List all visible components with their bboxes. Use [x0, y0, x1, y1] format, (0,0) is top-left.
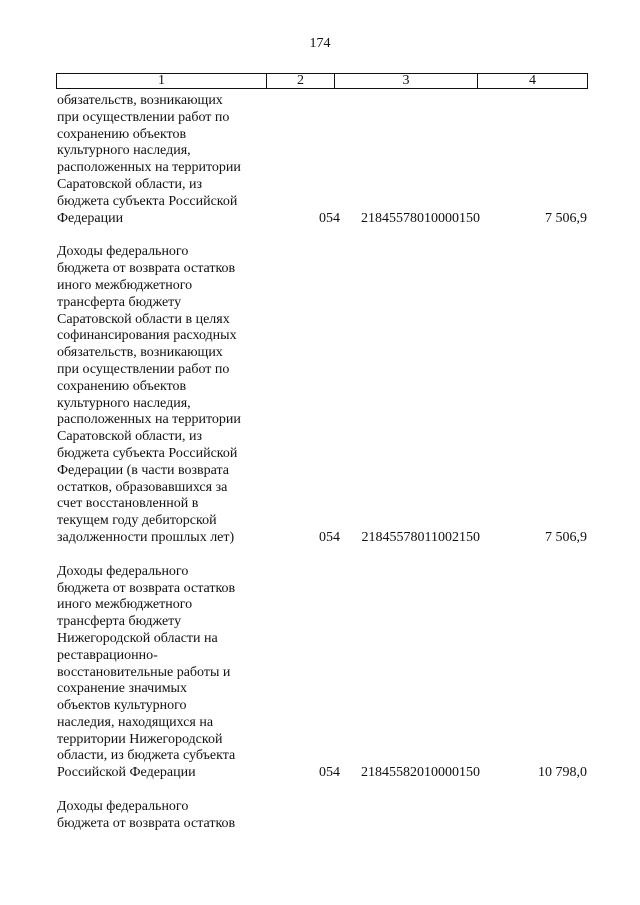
row-admin-code: 054 [319, 210, 340, 226]
row-description: Доходы федерального бюджета от возврата остатков [57, 799, 236, 831]
column-header-2: 2 [267, 74, 335, 88]
row-admin-code: 054 [319, 529, 340, 545]
row-budget-code: 21845582010000150 [361, 765, 480, 781]
row-description: Доходы федерального бюджета от возврата остатков иного межбюджетного трансферта бюджету Нижегородской области на реставрационно- восстановительные работы и сохранение значимых объектов культурного наследия, находящихся на территории Нижегородской области, из бюджета субъекта Российской Федерации [57, 563, 236, 781]
row-budget-code: 21845578011002150 [361, 529, 480, 545]
column-header-1: 1 [57, 74, 267, 88]
table-row [57, 93, 587, 227]
row-amount: 7 506,9 [545, 210, 587, 226]
table-header [56, 73, 588, 89]
column-header-4: 4 [529, 73, 536, 88]
row-amount: 7 506,9 [545, 529, 587, 545]
table-row [57, 244, 587, 546]
row-description: обязательств, возникающих при осуществлении работ по сохранению объектов культурного наследия, расположенных на территории Саратовской области, из бюджета субъекта Российской Федерации [57, 93, 241, 226]
table-row [57, 564, 587, 782]
row-amount: 10 798,0 [538, 765, 587, 781]
table-row [57, 799, 587, 833]
page-number: 174 [309, 36, 331, 51]
table-body [57, 93, 587, 850]
row-budget-code: 21845578010000150 [361, 210, 480, 226]
column-header-3: 3 [335, 74, 478, 88]
row-description: Доходы федерального бюджета от возврата остатков иного межбюджетного трансферта бюджету Саратовской области в целях софинансирования расходных обязательств, возникающих при осуществлении работ по сохранению объектов культурного наследия, расположенных на территории Саратовской области, из бюджета субъекта Российской Федерации (в части возврата остатков, образовавшихся за счет восстановленной в текущем году дебиторской задолженности прошлых лет) [57, 244, 241, 545]
row-admin-code: 054 [319, 765, 340, 781]
